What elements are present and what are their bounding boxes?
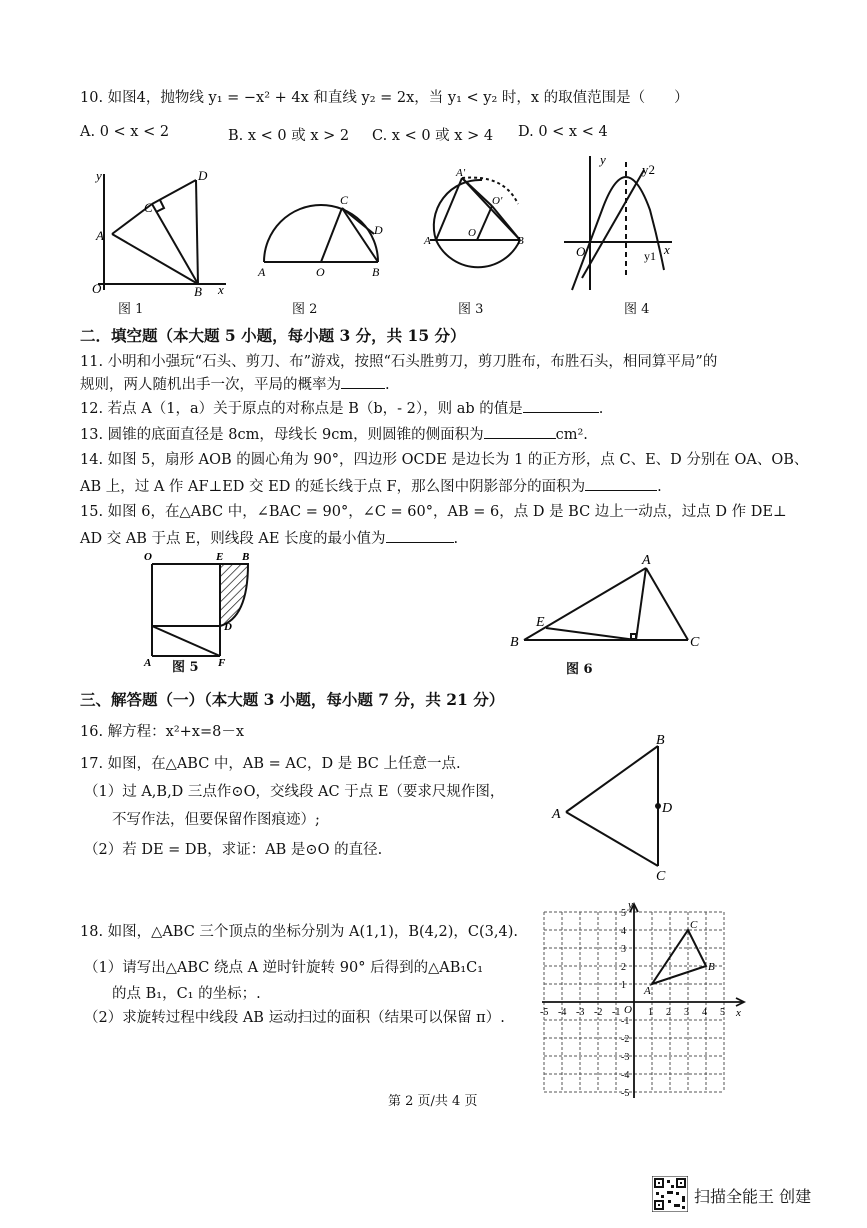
q18-line3: 的点 B₁，C₁ 的坐标；. <box>112 986 261 1002</box>
grid-y-tick-label: 5 <box>621 908 626 919</box>
q18-coordinate-grid <box>538 898 750 1108</box>
q17-label-d: D <box>662 801 673 816</box>
fig6-label-e: E <box>536 615 545 630</box>
q15-answer-blank[interactable] <box>386 528 454 543</box>
fig5-label-a: A <box>144 657 152 669</box>
grid-axis-x-label: x <box>736 1007 741 1019</box>
q17-line1: 17. 如图，在△ABC 中，AB = AC，D 是 BC 上任意一点. <box>80 756 461 772</box>
q10-option-b: B. x < 0 或 x > 2 <box>228 128 350 144</box>
q10-option-a: A. 0 < x < 2 <box>80 124 170 140</box>
fig4-label-y1: y1 <box>644 249 656 263</box>
q17-label-a: A <box>552 807 561 822</box>
grid-axis-y-label: y <box>628 899 633 911</box>
grid-y-tick-label: 4 <box>621 926 626 937</box>
figure-6 <box>506 552 706 656</box>
grid-y-tick-label: 3 <box>621 944 626 955</box>
q14-line1: 14. 如图 5，扇形 AOB 的圆心角为 90°，四边形 OCDE 是边长为 1 的正方形，点 C、E、D 分别在 OA、OB、 <box>80 452 809 468</box>
grid-y-tick-label: 2 <box>621 962 626 973</box>
q13-answer-blank[interactable] <box>484 424 556 439</box>
grid-x-tick-label: -5 <box>540 1007 549 1018</box>
grid-y-tick-label: -1 <box>621 1016 630 1027</box>
fig3-label-o-prime: O' <box>492 195 503 207</box>
q10-option-c: C. x < 0 或 x > 4 <box>372 128 494 144</box>
q15-line1: 15. 如图 6，在△ABC 中，∠BAC = 90°，∠C = 60°，AB = 6，点 D 是 BC 边上一动点，过点 D 作 DE⊥ <box>80 504 787 520</box>
fig3-label-a: A <box>424 235 431 247</box>
grid-y-tick-label: -5 <box>621 1088 630 1099</box>
fig3-label-b: B <box>517 235 524 247</box>
q17-line3: 不写作法，但要保留作图痕迹）; <box>112 812 320 828</box>
fig2-caption: 图 2 <box>292 302 318 317</box>
fig2-label-b: B <box>372 265 380 279</box>
q18-line4: （2）求旋转过程中线段 AB 运动扫过的面积（结果可以保留 π）. <box>84 1010 505 1026</box>
grid-y-tick-label: -4 <box>621 1070 630 1081</box>
figure-5 <box>138 548 258 672</box>
fig1-label-y: y <box>96 168 102 183</box>
q15-line2: AD 交 AB 于点 E，则线段 AE 长度的最小值为 <box>80 531 386 547</box>
section2-heading: 二．填空题（本大题 5 小题，每小题 3 分，共 15 分） <box>80 326 466 345</box>
fig1-label-b: B <box>194 284 202 299</box>
q11-line2: 规则，两人随机出手一次，平局的概率为 <box>80 377 341 393</box>
fig2-label-c: C <box>340 193 349 207</box>
figure-4 <box>560 150 680 298</box>
grid-y-tick-label: -2 <box>621 1034 630 1045</box>
figure-1 <box>86 160 236 300</box>
fig6-caption: 图 6 <box>566 662 593 677</box>
q17-line2: （1）过 A,B,D 三点作⊙O，交线段 AC 于点 E（要求尺规作图， <box>84 784 505 800</box>
q17-triangle-figure <box>548 732 678 882</box>
fig4-label-y: y <box>600 152 606 167</box>
q14-answer-blank[interactable] <box>585 476 657 491</box>
fig2-label-d: D <box>374 223 383 237</box>
grid-x-tick-label: -1 <box>612 1007 621 1018</box>
fig5-label-d: D <box>224 621 232 633</box>
fig3-caption: 图 3 <box>458 302 484 317</box>
grid-x-tick-label: 4 <box>702 1007 707 1018</box>
q11-line1: 11. 小明和小强玩“石头、剪刀、布”游戏，按照“石头胜剪刀，剪刀胜布，布胜石头，相同算平局”的 <box>80 354 718 370</box>
grid-x-tick-label: 1 <box>648 1007 653 1018</box>
fig2-label-o: O <box>316 265 325 279</box>
fig4-caption: 图 4 <box>624 302 650 317</box>
q17-label-b: B <box>656 733 665 748</box>
page-number: 第 2 页/共 4 页 <box>388 1094 478 1109</box>
q17-label-c: C <box>656 869 666 882</box>
grid-x-tick-label: 5 <box>720 1007 725 1018</box>
fig6-label-a: A <box>642 553 651 568</box>
section3-heading: 三、解答题（一）（本大题 3 小题，每小题 7 分，共 21 分） <box>80 690 505 709</box>
grid-x-tick-label: -4 <box>558 1007 567 1018</box>
grid-y-tick-label: -3 <box>621 1052 630 1063</box>
fig1-caption: 图 1 <box>118 302 144 317</box>
figure-2 <box>256 190 396 290</box>
fig6-label-c: C <box>690 635 700 650</box>
fig4-label-x: x <box>664 242 670 257</box>
fig4-label-o: O <box>576 244 586 259</box>
fig1-label-c: C <box>144 200 153 215</box>
fig1-label-o: O <box>92 281 102 296</box>
grid-origin-label: O <box>624 1004 632 1016</box>
grid-y-tick-label: 1 <box>621 980 626 991</box>
grid-point-c-label: C <box>690 919 698 931</box>
grid-x-tick-label: 2 <box>666 1007 671 1018</box>
fig4-label-y2: y2 <box>642 162 655 177</box>
figure-3 <box>422 164 534 284</box>
q16-text: 16. 解方程：x²+x=8－x <box>80 724 245 740</box>
q12-text: 12. 若点 A（1，a）关于原点的对称点是 B（b，- 2），则 ab 的值是 <box>80 401 523 417</box>
q18-line2: （1）请写出△ABC 绕点 A 逆时针旋转 90° 后得到的△AB₁C₁ <box>84 960 484 976</box>
fig3-label-o: O <box>468 227 476 239</box>
q10-option-d: D. 0 < x < 4 <box>518 124 608 140</box>
fig5-caption: 图 5 <box>172 660 199 675</box>
grid-point-b-label: B <box>708 961 715 973</box>
fig1-label-d: D <box>198 168 208 183</box>
grid-x-tick-label: -2 <box>594 1007 603 1018</box>
q11-answer-blank[interactable] <box>341 374 385 389</box>
fig2-label-a: A <box>258 265 266 279</box>
fig5-label-b: B <box>242 551 250 563</box>
qr-code-icon <box>652 1176 688 1212</box>
q14-line2: AB 上，过 A 作 AF⊥ED 交 ED 的延长线于点 F，那么图中阴影部分的面积为 <box>80 479 586 495</box>
fig1-label-x: x <box>218 282 224 297</box>
grid-x-tick-label: 3 <box>684 1007 689 1018</box>
fig1-label-a: A <box>96 228 104 243</box>
fig3-label-a-prime: A' <box>456 167 466 179</box>
q13-text: 13. 圆锥的底面直径是 8cm，母线长 9cm，则圆锥的侧面积为 <box>80 427 484 443</box>
grid-x-tick-label: -3 <box>576 1007 585 1018</box>
q12-answer-blank[interactable] <box>523 398 599 413</box>
fig5-label-f: F <box>218 657 226 669</box>
fig5-label-e: E <box>216 551 224 563</box>
scanner-watermark: 扫描全能王 创建 <box>694 1187 812 1206</box>
fig5-label-o: O <box>144 551 152 563</box>
q18-line1: 18. 如图，△ABC 三个顶点的坐标分别为 A(1,1)，B(4,2)，C(3,4). <box>80 924 518 940</box>
fig6-label-b: B <box>510 635 519 650</box>
q17-line4: （2）若 DE = DB，求证：AB 是⊙O 的直径. <box>84 842 383 858</box>
grid-point-a-label: A <box>644 985 651 997</box>
q10-stem: 10. 如图4，抛物线 y₁ = −x² + 4x 和直线 y₂ = 2x，当 y₁ < y₂ 时，x 的取值范围是（ ） <box>80 90 689 106</box>
q13-unit: cm². <box>555 427 588 443</box>
